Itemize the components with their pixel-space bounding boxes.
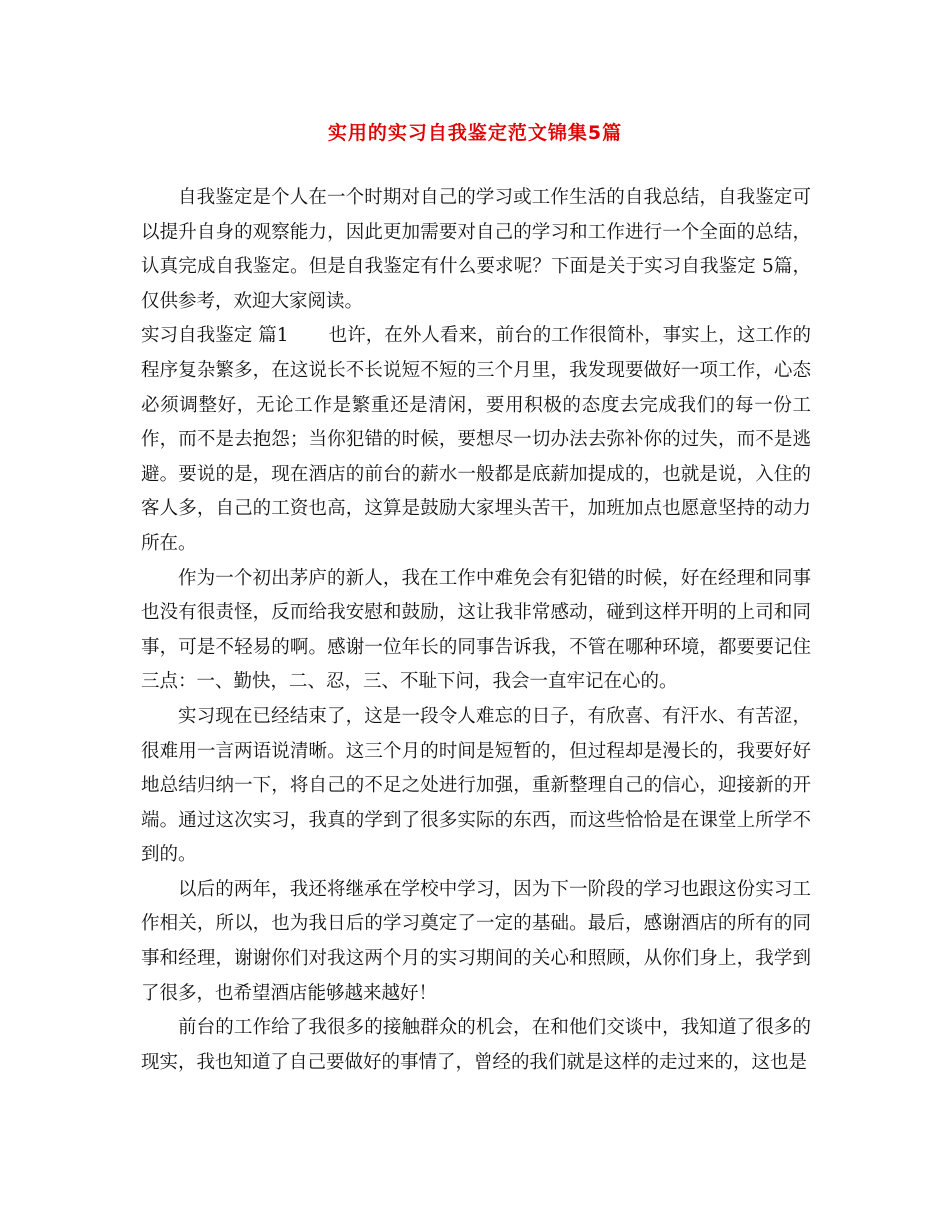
- intro-paragraph: 自我鉴定是个人在一个时期对自己的学习或工作生活的自我总结，自我鉴定可以提升自身的观察能力，因此更加需要对自己的学习和工作进行一个全面的总结，认真完成自我鉴定。但是自我鉴定有什么要求呢？下面是关于实习自我鉴定 5篇，仅供参考，欢迎大家阅读。: [141, 187, 811, 312]
- document-title: 实用的实习自我鉴定范文锦集5篇: [327, 122, 623, 144]
- body-paragraph: 实习现在已经结束了，这是一段令人难忘的日子，有欣喜、有汗水、有苦涩，很难用一言两语说清晰。这三个月的时间是短暂的，但过程却是漫长的，我要好好地总结归纳一下，将自己的不足之处进行加强，重新整理自己的信心，迎接新的开端。通过这次实习，我真的学到了很多实际的东西，而这些恰恰是在课堂上所学不到的。: [141, 705, 811, 866]
- body-paragraph: 作为一个初出茅庐的新人，我在工作中难免会有犯错的时候，好在经理和同事也没有很责怪，反而给我安慰和鼓励，这让我非常感动，碰到这样开明的上司和同事，可是不轻易的啊。感谢一位年长的同事告诉我，不管在哪种环境，都要要记住三点：一、勤快，二、忍，三、不耻下问，我会一直牢记在心的。: [141, 567, 811, 693]
- section-1-paragraph: [141, 319, 811, 561]
- section-1-label: 实习自我鉴定 篇1: [141, 325, 289, 347]
- document-body: [141, 181, 811, 1080]
- body-paragraph: 前台的工作给了我很多的接触群众的机会，在和他们交谈中，我知道了很多的现实，我也知道了自己要做好的事情了，曾经的我们就是这样的走过来的，这也是: [141, 1017, 811, 1073]
- body-paragraph: 以后的两年，我还将继承在学校中学习，因为下一阶段的学习也跟这份实习工作相关，所以，也为我日后的学习奠定了一定的基础。最后，感谢酒店的所有的同事和经理，谢谢你们对我这两个月的实习期间的关心和照顾，从你们身上，我学到了很多，也希望酒店能够越来越好！: [141, 878, 811, 1004]
- section-1-first-text: 也许，在外人看来，前台的工作很简朴，事实上，这工作的程序复杂繁多，在这说长不长说短不短的三个月里，我发现要做好一项工作，心态必须调整好，无论工作是繁重还是清闲，要用积极的态度去完成我们的每一份工作，而不是去抱怨；当你犯错的时候，要想尽一切办法去弥补你的过失，而不是逃避。要说的是，现在酒店的前台的薪水一般都是底薪加提成的，也就是说，入住的客人多，自己的工资也高，这算是鼓励大家埋头苦干，加班加点也愿意坚持的动力所在。: [141, 325, 811, 554]
